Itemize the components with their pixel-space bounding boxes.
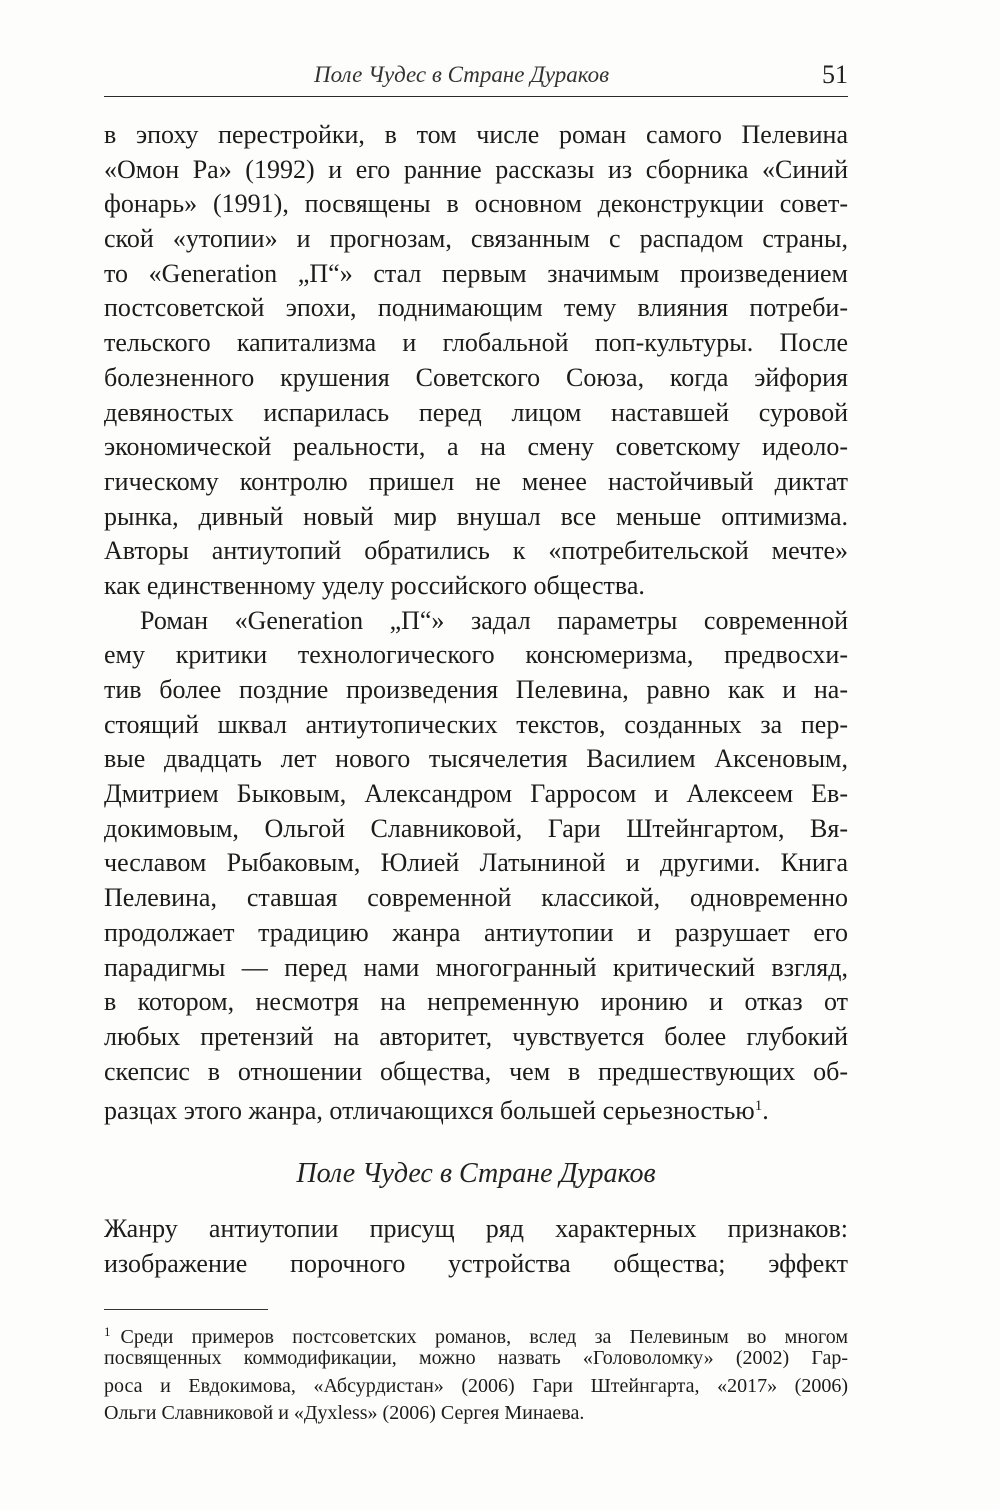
text-line: экономической реальности, а на смену советскому идеоло- xyxy=(104,432,848,462)
text-line: тельского капитализма и глобальной поп-культуры. После xyxy=(104,328,848,358)
text-line: ему критики технологического консюмеризма, предвосхи- xyxy=(104,640,848,670)
text-line: тив более поздние произведения Пелевина, равно как и на- xyxy=(104,675,848,704)
text-line: продолжает традицию жанра антиутопии и разрушает его xyxy=(104,917,848,947)
text-line: постсоветской эпохи, поднимающим тему влияния потреби- xyxy=(104,293,848,323)
text-line: то «Generation „П“» стал первым значимым произведением xyxy=(104,258,848,288)
text-line: болезненного крушения Советского Союза, когда эйфория xyxy=(104,362,848,392)
text-line: Жанру антиутопии присущ ряд характерных признаков: xyxy=(104,1214,848,1243)
text-line: Дмитрием Быковым, Александром Гарросом и Алексеем Ев- xyxy=(104,779,848,809)
text-line: изображение порочного устройства общества; эффект xyxy=(104,1248,848,1278)
paragraph-3 xyxy=(104,1212,848,1281)
text-line: разцах этого жанра, отличающихся большей серьезностью$^1$. xyxy=(104,1096,769,1126)
running-header xyxy=(104,60,848,97)
running-title: Поле Чудес в Стране Дураков xyxy=(314,62,610,87)
text-line: «Омон Ра» (1992) и его ранние рассказы из сборника «Синий xyxy=(104,154,848,184)
footnote-line-text: Среди примеров постсоветских романов, вслед за Пелевиным во многом xyxy=(120,1326,848,1348)
text-line: рынка, дивный новый мир внушал все меньше оптимизма. xyxy=(104,501,848,531)
footnote-line: роса и Евдокимова, «Абсурдистан» (2006) Гари Штейнгарта, «2017» (2006) xyxy=(104,1374,848,1397)
text-line: Авторы антиутопий обратились к «потребительской мечте» xyxy=(104,536,848,566)
footnote-line: посвященных коммодификации, можно назвать «Головоломку» (2002) Гар- xyxy=(104,1347,848,1370)
text-line: фонарь» (1991), посвящены в основном деконструкции совет- xyxy=(104,189,848,219)
footnote xyxy=(104,1318,848,1428)
text-line: в котором, несмотря на непременную иронию и отказ от xyxy=(104,987,848,1017)
text-line: Роман «Generation „П“» задал параметры современной xyxy=(140,605,848,635)
text-line-content: разцах этого жанра, отличающихся большей серьезностью xyxy=(104,1096,755,1126)
text-line: вые двадцать лет нового тысячелетия Василием Аксеновым, xyxy=(104,744,848,774)
paragraph-2 xyxy=(104,604,848,1124)
text-line: стоящий шквал антиутопических текстов, созданных за пер- xyxy=(104,709,848,739)
text-line: парадигмы — перед нами многогранный критический взгляд, xyxy=(104,952,848,982)
text-line: гическому контролю пришел не менее настойчивый диктат xyxy=(104,466,848,496)
text-line: как единственному уделу российского общества. xyxy=(104,570,645,600)
footnote-divider xyxy=(104,1309,268,1310)
text-line: девяностых испарилась перед лицом наставшей суровой xyxy=(104,397,848,427)
text-line: чеславом Рыбаковым, Юлией Латыниной и другими. Книга xyxy=(104,848,848,878)
text-line: любых претензий на авторитет, чувствуется более глубокий xyxy=(104,1021,848,1051)
text-line: в эпоху перестройки, в том числе роман самого Пелевина xyxy=(104,120,848,149)
footnote-reference[interactable]: 1 xyxy=(754,1098,763,1115)
text-line: ской «утопии» и прогнозам, связанным с распадом страны, xyxy=(104,224,848,254)
footnote-number: 1 xyxy=(104,1324,111,1339)
page-number: 51 xyxy=(822,60,848,89)
paragraph-1 xyxy=(104,118,848,604)
text-line: докимовым, Ольгой Славниковой, Гари Штейнгартом, Вя- xyxy=(104,813,848,843)
main-text xyxy=(104,118,848,1124)
footnote-line: Ольги Славниковой и «Духless» (2006) Сергея Минаева. xyxy=(104,1402,585,1425)
footnote-line xyxy=(104,1318,848,1348)
text-line: скепсис в отношении общества, чем в предшествующих об- xyxy=(104,1056,848,1086)
text-line: Пелевина, ставшая современной классикой, одновременно xyxy=(104,883,848,913)
section-heading: Поле Чудес в Стране Дураков xyxy=(296,1158,656,1189)
